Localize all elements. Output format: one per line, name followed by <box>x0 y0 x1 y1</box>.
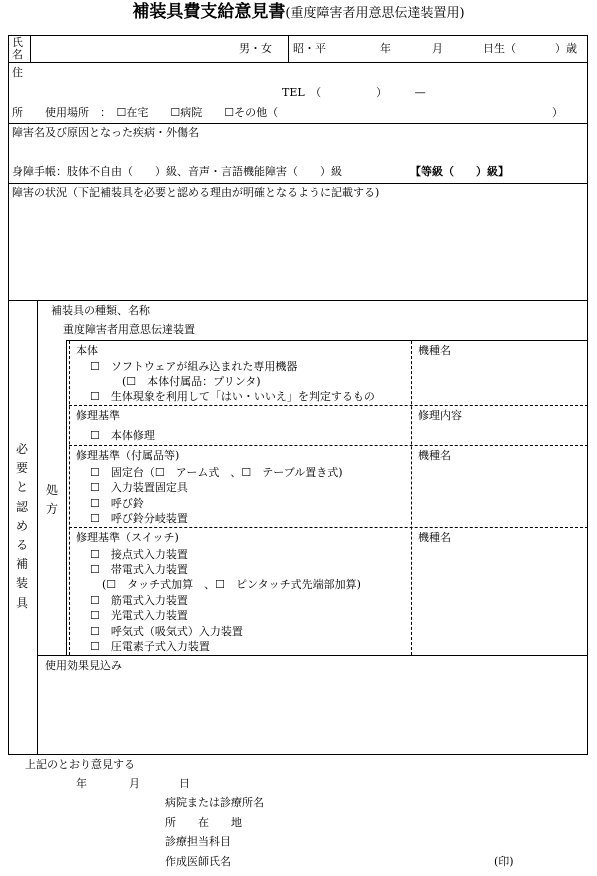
row-separator-name <box>8 62 588 63</box>
repair-item: ☐ 本体修理 <box>90 429 155 442</box>
inner-right-dashed <box>411 341 412 655</box>
expected-effect-label: 使用効果見込み <box>45 659 122 672</box>
inner-left-dashed <box>69 341 70 655</box>
main-unit-heading: 本体 <box>76 344 98 357</box>
name-label-top: 氏 <box>12 36 23 49</box>
table-right-border <box>587 35 588 754</box>
dashed-sep-2 <box>69 445 588 446</box>
date-year-label: 年 <box>76 777 87 790</box>
switch-item: ☐ 呼気式（吸気式）入力装置 <box>90 625 243 638</box>
birth-year-label: 年 <box>380 42 391 55</box>
main-unit-item: ☐ 生体現象を利用して「はい・いいえ」を判定するもの <box>90 390 375 403</box>
seal-mark: (印) <box>494 855 514 868</box>
necessary-device-side-label <box>15 440 29 613</box>
usage-place-options: 使用場所 ： ☐在宅 ☐病院 ☐その他（ <box>45 106 279 119</box>
main-unit-item: (☐ 本体付属品：プリンタ) <box>122 375 261 388</box>
disability-status-label: 障害の状況（下記補装具を必要と認める理由が明確となるように記載する) <box>12 186 380 199</box>
opinion-statement: 上記のとおり意見する <box>25 758 135 771</box>
dashed-sep-1 <box>69 405 588 406</box>
device-type-label: 補装具の種類、名称 <box>51 304 150 317</box>
switch-item: ☐ 筋電式入力装置 <box>90 594 188 607</box>
hospital-location-label: 所 在 地 <box>165 816 242 829</box>
handbook-overall-grade: 【等級（ ）級】 <box>410 165 509 178</box>
row-separator-address <box>8 123 588 124</box>
side-char: 具 <box>15 595 28 610</box>
dashed-sep-3 <box>69 527 588 528</box>
side-char: と <box>15 480 28 495</box>
side-char: 認 <box>15 499 28 514</box>
prescription-side-label <box>45 481 59 519</box>
handbook-grades: 身障手帳：肢体不自由（ ）級、音声・言語機能障害（ ）級 <box>12 165 342 178</box>
device-left-divider <box>37 300 38 754</box>
accessories-heading: 修理基準（付属品等) <box>76 449 180 462</box>
switch-item: ☐ 接点式入力装置 <box>90 548 188 561</box>
phone-field: TEL （ ） — <box>282 86 426 99</box>
accessories-model-label: 機種名 <box>418 449 451 462</box>
table-top-border <box>8 35 588 36</box>
disability-name-label: 障害名及び原因となった疾病・外傷名 <box>12 126 199 139</box>
era-choice: 昭・平 <box>293 42 326 55</box>
name-label-bottom: 名 <box>12 48 23 61</box>
prescription-char: 方 <box>45 502 58 517</box>
switch-item: (☐ タッチ式加算 、☐ ピンタッチ式先端部加算) <box>102 578 361 591</box>
accessories-item: ☐ 固定台（☐ アーム式 、☐ テーブル置き式) <box>90 466 343 479</box>
repair-content-label: 修理内容 <box>418 409 462 422</box>
side-char: 装 <box>15 576 28 591</box>
accessories-item: ☐ 呼び鈴 <box>90 497 144 510</box>
switch-item: ☐ 帯電式入力装置 <box>90 563 188 576</box>
row-separator-disability-name <box>8 183 588 184</box>
form-title-main: 補装具費支給意見書 <box>132 2 286 22</box>
switch-model-label: 機種名 <box>418 531 451 544</box>
birth-day-label: 日生（ <box>483 42 516 55</box>
name-birth-divider <box>288 35 289 62</box>
date-month-label: 月 <box>129 777 140 790</box>
form-title <box>0 4 597 21</box>
type-separator <box>66 340 588 341</box>
accessories-item: ☐ 呼び鈴分岐装置 <box>90 512 188 525</box>
age-label: ）歳 <box>555 42 577 55</box>
side-char: 必 <box>15 442 28 456</box>
hospital-name-label: 病院または診療所名 <box>165 796 264 809</box>
birth-month-label: 月 <box>432 42 443 55</box>
prescription-char: 処 <box>45 483 58 497</box>
device-type-value: 重度障害者用意思伝達装置 <box>63 323 195 336</box>
usage-place-close: ） <box>552 106 563 119</box>
date-day-label: 日 <box>179 777 190 790</box>
gender-choice: 男・女 <box>239 42 272 55</box>
switch-heading: 修理基準（スイッチ) <box>76 531 179 544</box>
row-separator-status <box>8 300 588 301</box>
table-bottom-border <box>8 754 588 755</box>
table-left-border <box>8 35 9 754</box>
prescription-bottom <box>37 655 588 656</box>
name-label-divider <box>30 35 31 62</box>
address-label-top: 住 <box>12 66 23 79</box>
address-label-bottom: 所 <box>12 106 23 119</box>
side-char: 要 <box>15 461 28 476</box>
switch-item: ☐ 圧電素子式入力装置 <box>90 640 210 653</box>
main-unit-model-label: 機種名 <box>418 344 451 357</box>
side-char: 補 <box>15 557 28 572</box>
accessories-item: ☐ 入力装置固定具 <box>90 481 188 494</box>
prescription-left-divider <box>66 340 67 655</box>
doctor-name-label: 作成医師氏名 <box>165 855 231 868</box>
main-unit-item: ☐ ソフトウェアが組み込まれた専用機器 <box>90 360 298 373</box>
department-label: 診療担当科目 <box>165 835 231 848</box>
repair-heading: 修理基準 <box>76 409 120 422</box>
form-title-sub: (重度障害者用意思伝達装置用) <box>285 6 465 21</box>
switch-item: ☐ 光電式入力装置 <box>90 609 188 622</box>
side-char: め <box>15 518 28 533</box>
side-char: る <box>15 538 28 553</box>
